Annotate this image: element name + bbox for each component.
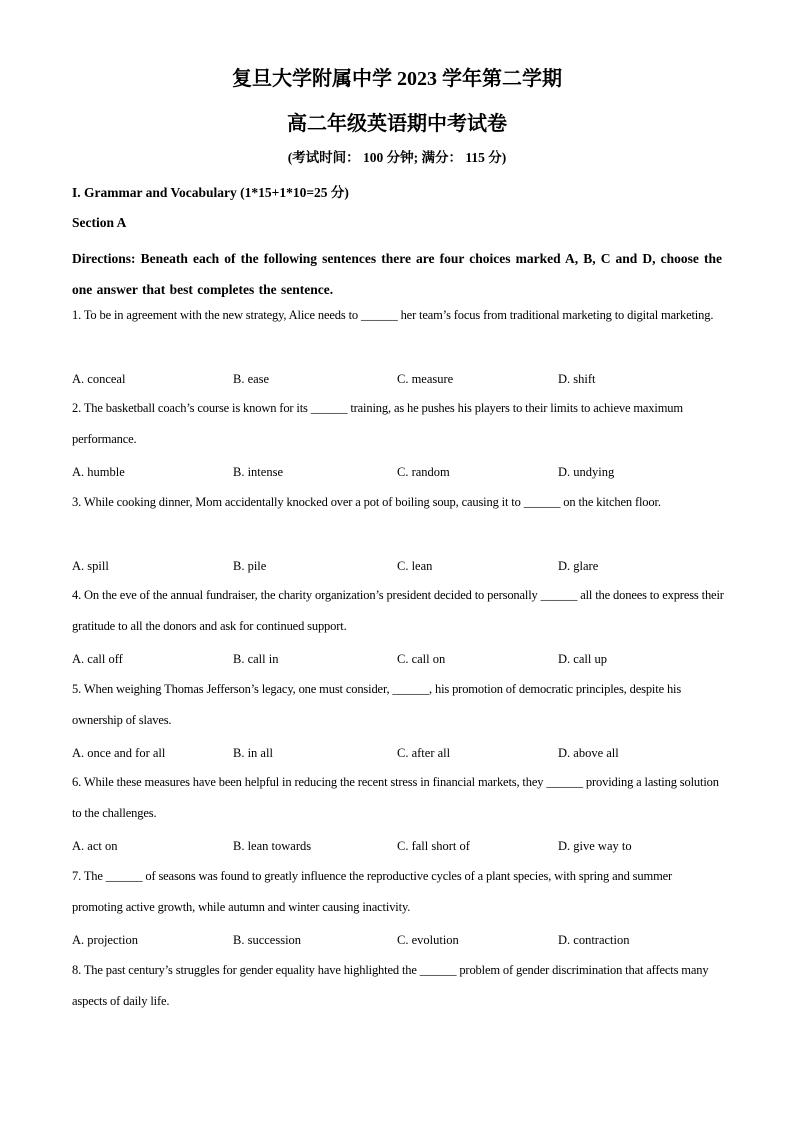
question-3-option-c: C. lean [397,559,433,573]
question-2-stem: 2. The basketball coach’s course is known for its ______ training, as he pushes his players to their limits to achieve maximum performance. [72,401,683,446]
question-5-stem: 5. When weighing Thomas Jefferson’s legacy, one must consider, ______, his promotion of democratic principles, despite his ownership of slaves. [72,682,682,727]
question-6-option-d: D. give way to [558,839,632,853]
question-2-option-b: B. intense [233,465,283,479]
question-2-option-c: C. random [397,465,450,479]
question-1-option-c: C. measure [397,372,454,386]
question-3-option-a: A. spill [72,559,109,573]
question-3-option-d: D. glare [558,559,599,573]
question-1-stem: 1. To be in agreement with the new strategy, Alice needs to ______ her team’s focus from traditional marketing to digital marketing. [72,308,714,322]
question-1-option-d: D. shift [558,372,596,386]
question-5-option-c: C. after all [397,746,451,760]
question-7-option-d: D. contraction [558,933,630,947]
question-2-option-a: A. humble [72,465,125,479]
question-6-stem: 6. While these measures have been helpful in reducing the recent stress in financial markets, they ______ providing a lasting solution to the challenges. [72,775,719,820]
question-7-option-a: A. projection [72,933,138,947]
question-5-option-b: B. in all [233,746,273,760]
part-heading: I. Grammar and Vocabulary (1*15+1*10=25 分) [72,185,349,200]
question-3-option-b: B. pile [233,559,267,573]
question-1-option-b: B. ease [233,372,270,386]
question-7-option-b: B. succession [233,933,302,947]
question-8-stem: 8. The past century’s struggles for gender equality have highlighted the ______ problem of gender discrimination that affects many aspects of daily life. [72,963,709,1008]
exam-title: 复旦大学附属中学 2023 学年第二学期 [232,68,562,90]
question-7-stem: 7. The ______ of seasons was found to greatly influence the reproductive cycles of a plant species, with spring and summer promoting active growth, while autumn and winter causing inactivity. [72,869,673,914]
section-heading: Section A [72,215,127,230]
question-2-option-d: D. undying [558,465,615,479]
question-4-option-b: B. call in [233,652,279,666]
question-4-option-d: D. call up [558,652,607,666]
question-4-option-c: C. call on [397,652,446,666]
question-6-option-b: B. lean towards [233,839,312,853]
question-5-option-a: A. once and for all [72,746,166,760]
question-3-stem: 3. While cooking dinner, Mom accidentally knocked over a pot of boiling soup, causing it to ______ on the kitchen floor. [72,495,661,509]
question-1-option-a: A. conceal [72,372,126,386]
question-4-option-a: A. call off [72,652,123,666]
question-4-stem: 4. On the eve of the annual fundraiser, the charity organization’s president decided to personally ______ all the donees to express their gratitude to all the donors and ask for continued support. [72,588,724,633]
exam-subtitle: 高二年级英语期中考试卷 [287,113,507,135]
exam-info: (考试时间： 100 分钟; 满分： 115 分) [287,150,507,165]
question-5-option-d: D. above all [558,746,619,760]
question-6-option-a: A. act on [72,839,118,853]
directions: Directions: Beneath each of the following sentences there are four choices marked A, B, C and D, choose the one answer that best completes the sentence. [72,251,722,297]
question-7-option-c: C. evolution [397,933,459,947]
question-6-option-c: C. fall short of [397,839,470,853]
